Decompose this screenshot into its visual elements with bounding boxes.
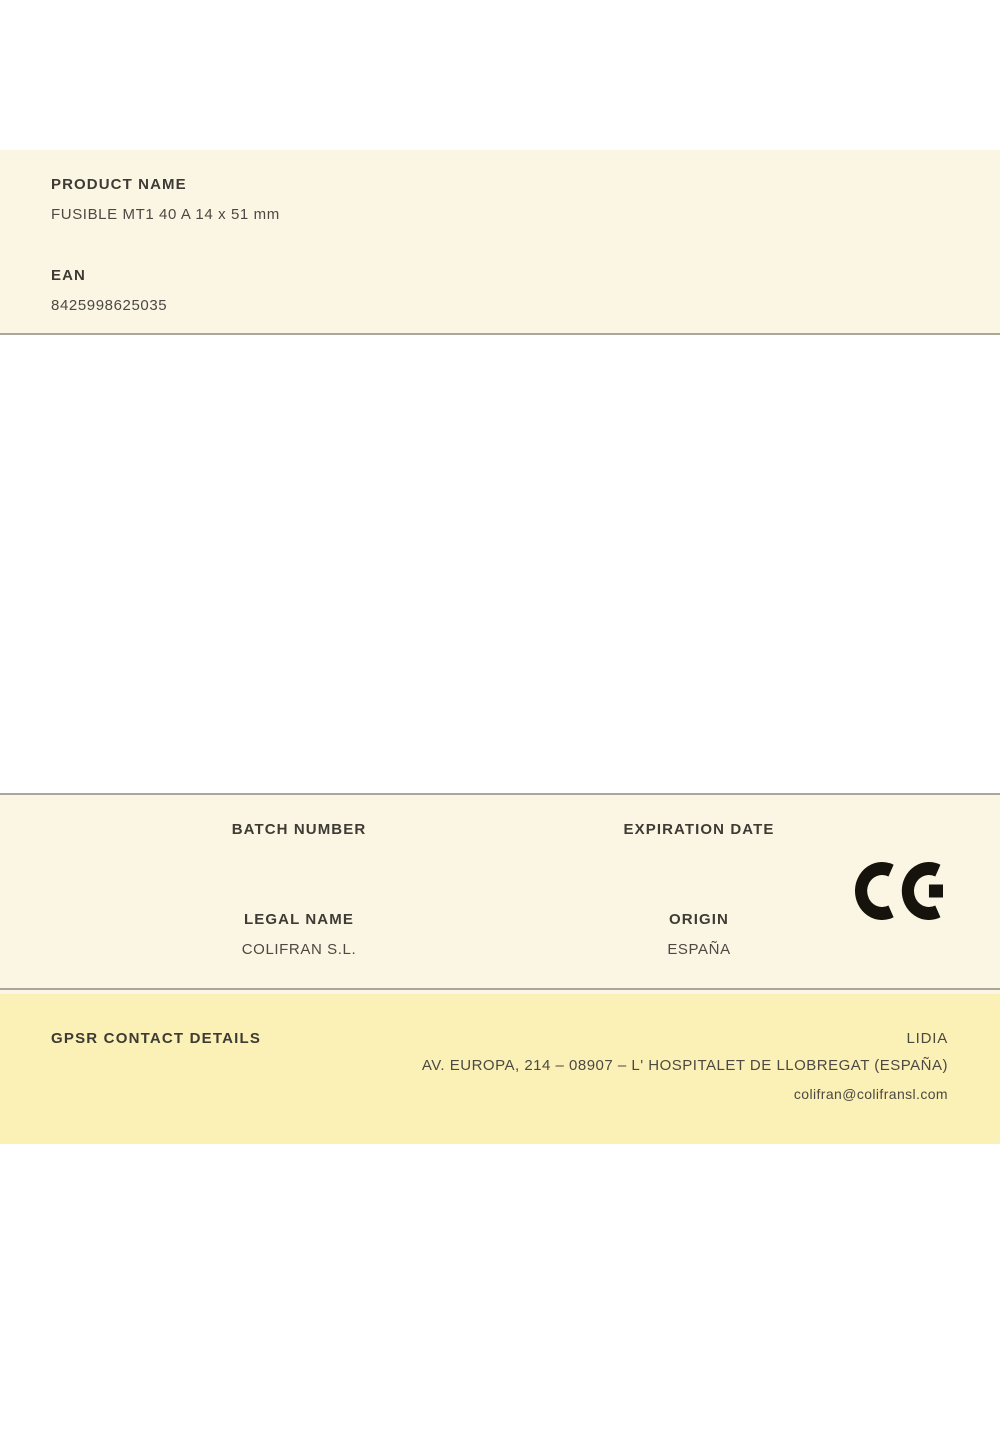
expiration-date-label: EXPIRATION DATE <box>623 821 775 838</box>
gpsr-contact-label: GPSR CONTACT DETAILS <box>51 1030 262 1047</box>
contact-person-name: LIDIA <box>906 1030 948 1047</box>
ean-value: 8425998625035 <box>51 297 168 314</box>
gpsr-contact-row <box>51 1030 948 1047</box>
product-info-section <box>0 150 1000 335</box>
product-name-value: FUSIBLE MT1 40 A 14 x 51 mm <box>51 206 280 223</box>
contact-address: AV. EUROPA, 214 – 08907 – L' HOSPITALET DE LLOBREGAT (ESPAÑA) <box>421 1057 948 1074</box>
batch-legal-section <box>0 793 1000 990</box>
gpsr-contact-section <box>0 994 1000 1144</box>
batch-number-label: BATCH NUMBER <box>231 821 367 838</box>
batch-legal-column <box>99 795 499 988</box>
contact-email: colifran@colifransl.com <box>793 1086 948 1102</box>
ce-mark-icon <box>855 862 943 920</box>
origin-label: ORIGIN <box>669 911 729 928</box>
expiration-origin-column <box>499 795 899 988</box>
legal-name-value: COLIFRAN S.L. <box>241 941 357 958</box>
origin-value: ESPAÑA <box>667 941 731 958</box>
ean-label: EAN <box>51 267 86 284</box>
legal-name-label: LEGAL NAME <box>244 911 354 928</box>
product-name-label: PRODUCT NAME <box>51 176 187 193</box>
